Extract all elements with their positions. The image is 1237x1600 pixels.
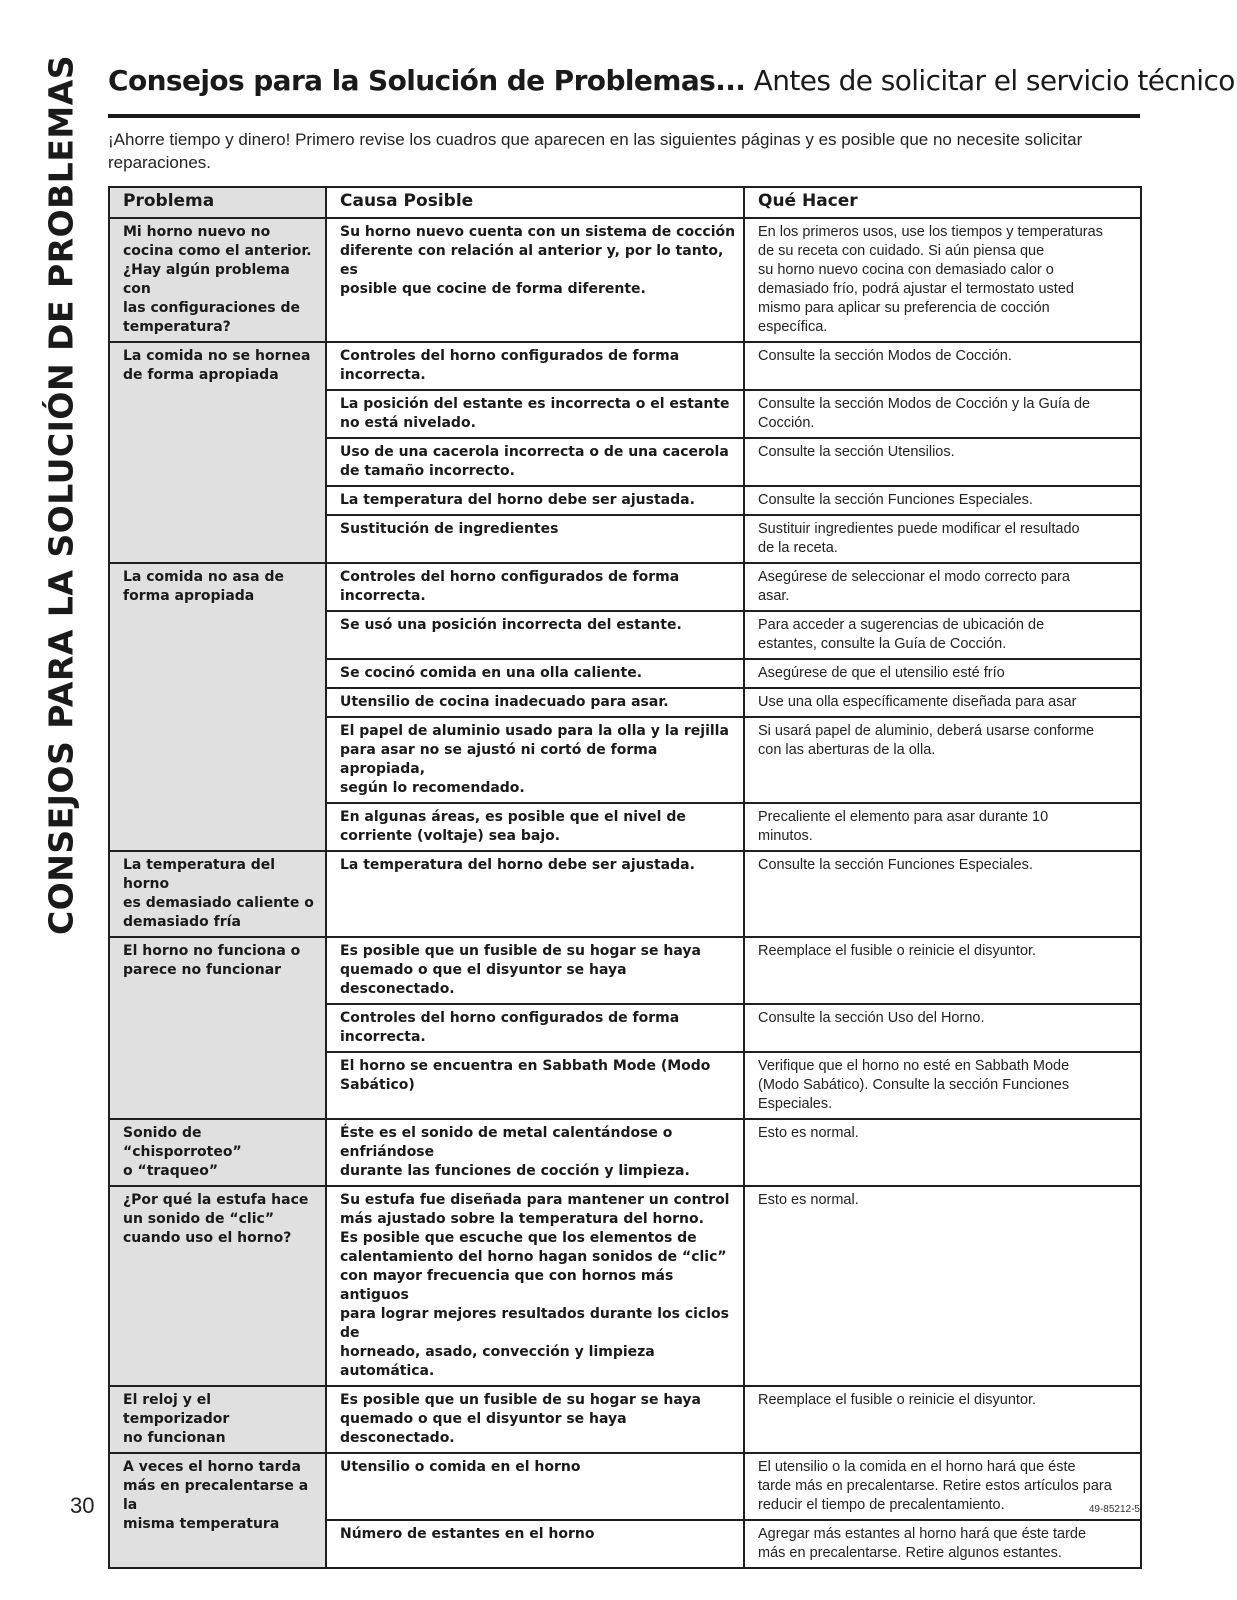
cause-text: Es posible que un fusible de su hogar se haya quemado o que el disyuntor se haya desconectado. — [340, 943, 701, 997]
problem-text: El reloj y el temporizador no funcionan — [123, 1392, 230, 1446]
cause-text: La temperatura del horno debe ser ajustada. — [340, 857, 695, 873]
cause-text: El papel de aluminio usado para la olla y la rejilla para asar no se ajustó ni cortó de forma apropiada, según lo recomendado. — [340, 723, 729, 796]
cause-text: Se cocinó comida en una olla caliente. — [340, 665, 643, 681]
cause-cell — [326, 515, 744, 563]
problem-text: El horno no funciona o parece no funcionar — [123, 943, 301, 978]
problem-text: A veces el horno tarda más en precalentarse a la misma temperatura — [123, 1459, 309, 1532]
fix-cell — [744, 1386, 1141, 1453]
cause-text: Uso de una cacerola incorrecta o de una cacerola de tamaño incorrecto. — [340, 444, 729, 479]
fix-cell — [744, 1052, 1141, 1119]
cause-text: En algunas áreas, es posible que el nivel de corriente (voltaje) sea bajo. — [340, 809, 686, 844]
cause-cell — [326, 851, 744, 937]
heading-divider — [108, 114, 1140, 118]
fix-cell — [744, 1453, 1141, 1520]
intro-paragraph: ¡Ahorre tiempo y dinero! Primero revise los cuadros que aparecen en las siguientes páginas y es posible que no necesite solicitar reparaciones. — [108, 130, 1083, 172]
fix-text: Para acceder a sugerencias de ubicación de estantes, consulte la Guía de Cocción. — [758, 617, 1045, 652]
fix-text: Consulte la sección Utensilios. — [758, 444, 955, 460]
cause-text: Controles del horno configurados de forma incorrecta. — [340, 569, 680, 604]
fix-text: Use una olla específicamente diseñada para asar — [758, 694, 1077, 710]
fix-cell — [744, 803, 1141, 851]
cause-cell — [326, 803, 744, 851]
fix-cell — [744, 1520, 1141, 1568]
fix-cell — [744, 563, 1141, 611]
document-code: 49-85212-5 — [1088, 1504, 1140, 1515]
cause-cell — [326, 717, 744, 803]
cause-text: Utensilio o comida en el horno — [340, 1459, 581, 1475]
fix-cell — [744, 659, 1141, 688]
table-row — [109, 1186, 1141, 1386]
fix-cell — [744, 486, 1141, 515]
problem-text: Sonido de “chisporroteo” o “traqueo” — [123, 1125, 242, 1179]
table-row — [109, 563, 1141, 611]
table-body — [109, 218, 1141, 1568]
fix-text: Esto es normal. — [758, 1125, 859, 1141]
cause-cell — [326, 1453, 744, 1520]
cause-cell — [326, 1186, 744, 1386]
cause-text: Su horno nuevo cuenta con un sistema de cocción diferente con relación al anterior y, por lo tanto, es posible que cocine de forma diferente. — [340, 224, 736, 297]
fix-text: Asegúrese de seleccionar el modo correcto para asar. — [758, 569, 1070, 604]
problem-cell — [109, 1119, 326, 1186]
fix-cell — [744, 717, 1141, 803]
fix-cell — [744, 851, 1141, 937]
fix-text: El utensilio o la comida en el horno hará que éste tarde más en precalentarse. Retire estos artículos para reducir el tiempo de precalentamiento. — [758, 1459, 1112, 1513]
page-heading-bold: Consejos para la Solución de Problemas... — [108, 64, 746, 97]
fix-text: Precaliente el elemento para asar durante 10 minutos. — [758, 809, 1049, 844]
fix-cell — [744, 515, 1141, 563]
fix-text: Esto es normal. — [758, 1192, 859, 1208]
problem-cell — [109, 1186, 326, 1386]
fix-text: Consulte la sección Funciones Especiales. — [758, 492, 1033, 508]
table-row — [109, 1119, 1141, 1186]
fix-text: Consulte la sección Modos de Cocción y la Guía de Cocción. — [758, 396, 1091, 431]
side-section-title — [36, 54, 86, 936]
fix-cell — [744, 390, 1141, 438]
table-row — [109, 937, 1141, 1004]
fix-cell — [744, 611, 1141, 659]
page-heading — [108, 64, 1235, 97]
cause-text: Es posible que un fusible de su hogar se haya quemado o que el disyuntor se haya desconectado. — [340, 1392, 701, 1446]
problem-text: La comida no asa de forma apropiada — [123, 569, 284, 604]
fix-text: Asegúrese de que el utensilio esté frío — [758, 665, 1005, 681]
fix-cell — [744, 342, 1141, 390]
page-heading-regular: Antes de solicitar el servicio técnico — [753, 64, 1235, 97]
cause-cell — [326, 611, 744, 659]
fix-text: Sustituir ingredientes puede modificar el resultado de la receta. — [758, 521, 1080, 556]
cause-text: Controles del horno configurados de forma incorrecta. — [340, 1010, 680, 1045]
cause-cell — [326, 486, 744, 515]
fix-text: Verifique que el horno no esté en Sabbath Mode (Modo Sabático). Consulte la sección Funciones Especiales. — [758, 1058, 1070, 1112]
cause-text: La posición del estante es incorrecta o el estante no está nivelado. — [340, 396, 730, 431]
table-row — [109, 342, 1141, 390]
problem-cell — [109, 563, 326, 851]
fix-text: En los primeros usos, use los tiempos y temperaturas de su receta con cuidado. Si aún piensa que su horno nuevo cocina con demasiado calor o demasiado frío, podrá ajustar el termostato usted mismo para aplicar su preferencia de cocción específica. — [758, 224, 1103, 335]
table-row — [109, 851, 1141, 937]
problem-text: La temperatura del horno es demasiado caliente o demasiado fría — [123, 857, 314, 930]
cause-cell — [326, 937, 744, 1004]
fix-cell — [744, 1004, 1141, 1052]
cause-cell — [326, 688, 744, 717]
problem-text: Mi horno nuevo no cocina como el anterior. ¿Hay algún problema con las configuraciones de temperatura? — [123, 224, 312, 335]
cause-cell — [326, 438, 744, 486]
fix-cell — [744, 438, 1141, 486]
table-header-row — [109, 187, 1141, 218]
cause-text: El horno se encuentra en Sabbath Mode (Modo Sabático) — [340, 1058, 711, 1093]
fix-text: Consulte la sección Uso del Horno. — [758, 1010, 985, 1026]
header-problem: Problema — [109, 187, 326, 218]
problem-cell — [109, 937, 326, 1119]
cause-cell — [326, 1520, 744, 1568]
fix-text: Reemplace el fusible o reinicie el disyuntor. — [758, 1392, 1037, 1408]
cause-cell — [326, 563, 744, 611]
cause-text: Utensilio de cocina inadecuado para asar. — [340, 694, 669, 710]
header-fix: Qué Hacer — [744, 187, 1141, 218]
fix-cell — [744, 218, 1141, 342]
problem-cell — [109, 851, 326, 937]
cause-text: Éste es el sonido de metal calentándose o enfriándose durante las funciones de cocción y limpieza. — [340, 1125, 690, 1179]
problem-cell — [109, 1386, 326, 1453]
fix-cell — [744, 1186, 1141, 1386]
problem-cell — [109, 342, 326, 563]
cause-text: Su estufa fue diseñada para mantener un control más ajustado sobre la temperatura del horno. Es posible que escuche que los elementos de calentamiento del horno hagan sonidos de “clic” con mayor frecuencia que con hornos más antiguos para lograr mejores resultados durante los ciclos de horneado, asado, convección y limpieza automática. — [340, 1192, 730, 1379]
fix-text: Si usará papel de aluminio, deberá usarse conforme con las aberturas de la olla. — [758, 723, 1095, 758]
fix-cell — [744, 688, 1141, 717]
table-row — [109, 218, 1141, 342]
fix-cell — [744, 1119, 1141, 1186]
problem-text: ¿Por qué la estufa hace un sonido de “clic” cuando uso el horno? — [123, 1192, 309, 1246]
fix-cell — [744, 937, 1141, 1004]
cause-text: Sustitución de ingredientes — [340, 521, 559, 537]
cause-cell — [326, 1052, 744, 1119]
cause-cell — [326, 1119, 744, 1186]
cause-cell — [326, 218, 744, 342]
cause-cell — [326, 390, 744, 438]
cause-text: Número de estantes en el horno — [340, 1526, 595, 1542]
table-row — [109, 1386, 1141, 1453]
cause-cell — [326, 1386, 744, 1453]
cause-cell — [326, 1004, 744, 1052]
cause-cell — [326, 659, 744, 688]
cause-text: Se usó una posición incorrecta del estante. — [340, 617, 682, 633]
fix-text: Consulte la sección Modos de Cocción. — [758, 348, 1012, 364]
troubleshooting-table — [108, 186, 1142, 1569]
problem-cell — [109, 218, 326, 342]
problem-cell — [109, 1453, 326, 1568]
cause-text: La temperatura del horno debe ser ajustada. — [340, 492, 695, 508]
cause-text: Controles del horno configurados de forma incorrecta. — [340, 348, 680, 383]
side-section-title-text: CONSEJOS PARA LA SOLUCIÓN DE PROBLEMAS — [41, 54, 81, 936]
cause-cell — [326, 342, 744, 390]
fix-text: Consulte la sección Funciones Especiales. — [758, 857, 1033, 873]
header-cause: Causa Posible — [326, 187, 744, 218]
fix-text: Agregar más estantes al horno hará que éste tarde más en precalentarse. Retire algunos estantes. — [758, 1526, 1087, 1561]
problem-text: La comida no se hornea de forma apropiada — [123, 348, 311, 383]
fix-text: Reemplace el fusible o reinicie el disyuntor. — [758, 943, 1037, 959]
page-number: 30 — [70, 1493, 95, 1518]
table-row — [109, 1453, 1141, 1520]
